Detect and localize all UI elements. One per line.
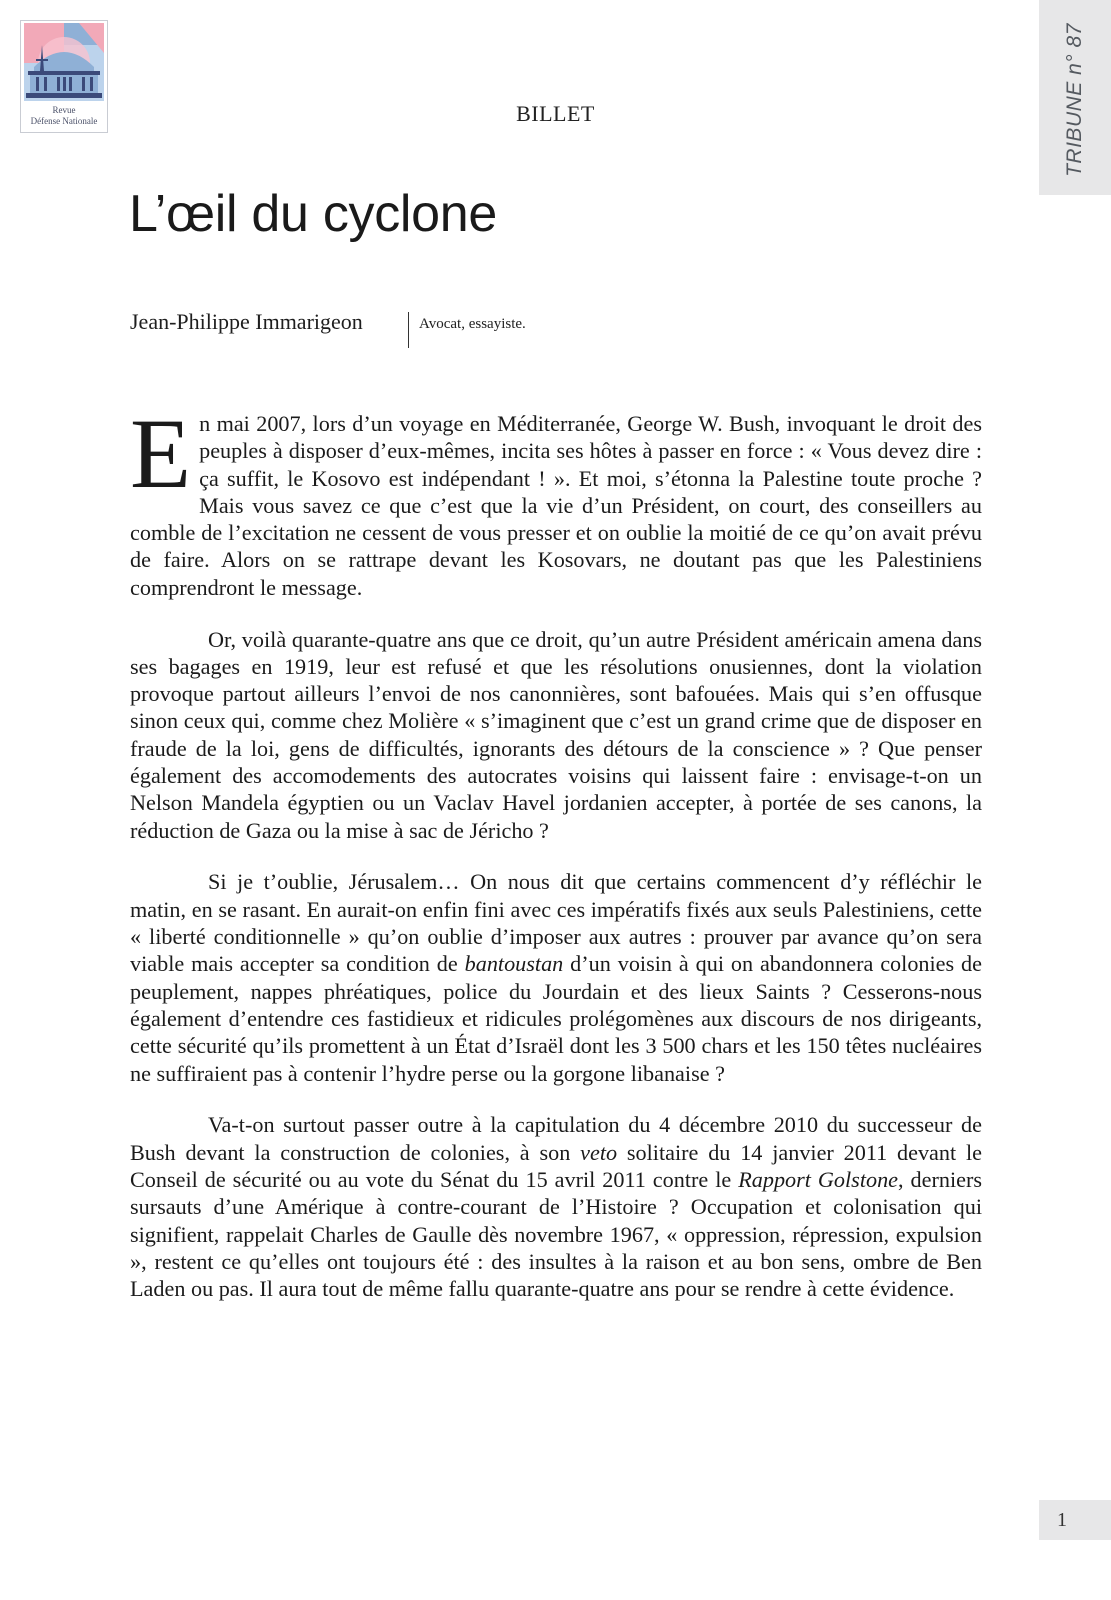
italic-term: bantoustan	[464, 951, 564, 977]
paragraph-4	[130, 1111, 982, 1302]
tribune-label: TRIBUNE n° 87	[1063, 23, 1086, 177]
page-number-tab	[1039, 1500, 1111, 1540]
paragraph-3-text-a: Si je t’oublie, Jérusalem… On nous dit que certains commencent d’y réfléchir le matin, en se rasant. En aurait-on enfin fini avec ces impératifs fixés aux seuls Palestiniens, cette « liberté conditionnelle » qu’on oublie d’imposer aux autres : prouver par avance qu’on sera viable mais accepter sa condition de	[130, 869, 982, 977]
author-divider	[408, 312, 409, 348]
italic-veto: veto	[580, 1139, 618, 1165]
paragraph-4-text-a: Va-t-on surtout passer outre à la capitulation du 4 décembre 2010 du successeur de Bush devant la construction de colonies, à son	[130, 1112, 982, 1165]
paragraph-4-text-c: , derniers sursauts d’une Amérique à contre-courant de l’Histoire ? Occupation et colonisation qui signifient, rappelait Charles de Gaulle dès novembre 1967, « oppression, répression, expulsion », restent ce qu’elles ont toujours été : des insultes à la raison et au bon sens, ombre de Ben Laden ou pas. Il aura tout de même fallu quarante-quatre ans pour se rendre à cette évidence.	[130, 1166, 983, 1302]
paragraph-3-text-b: d’un voisin à qui on abandonnera colonies de peuplement, nappes phréatiques, police du Jourdain et des lieux Saints ? Cesserons-nous également d’entendre ces fastidieux et ridicules prolégomènes aux discours de nos dirigeants, cette sécurité qu’ils promettent à un État d’Israël dont les 3 500 chars et les 150 têtes nucléaires ne suffiraient pas à contenir l’hydre perse ou la gorgone libanaise ?	[130, 951, 982, 1086]
section-label: BILLET	[516, 101, 595, 126]
page-number: 1	[1057, 1509, 1067, 1531]
author-role: Avocat, essayiste.	[419, 316, 526, 332]
logo-line1: Revue	[52, 105, 76, 115]
drop-cap: E	[130, 398, 192, 509]
article-title: L’œil du cyclone	[129, 185, 498, 243]
author-name: Jean-Philippe Immarigeon	[130, 309, 363, 334]
logo-line2: Défense Nationale	[30, 116, 98, 126]
paragraph-3	[130, 868, 982, 1086]
tribune-tab	[1039, 0, 1111, 195]
paragraph-2: Or, voilà quarante-quatre ans que ce droit, qu’un autre Président américain amena dans ses bagages en 1919, leur est refusé et que les résolutions onusiennes, dont la violation provoque partout ailleurs l’envoi de nos canonnières, sont bafouées. Mais qui s’en offusque sinon ceux qui, comme chez Molière « s’imaginent que c’est un grand crime que de disposer en fraude de la loi, gens de difficultés, ignorants des détours de la conscience » ? Que penser également des accomodements des autocrates voisins qui laissent faire : envisage-t-on un Nelson Mandela égyptien ou un Vaclav Havel jordanien accepter, à portée de ses canons, la réduction de Gaza ou la mise à sac de Jéricho ?	[130, 626, 982, 843]
italic-report: Rapport Golstone	[738, 1166, 899, 1192]
paragraph-1-text: n mai 2007, lors d’un voyage en Méditerranée, George W. Bush, invoquant le droit des peuples à disposer d’eux-mêmes, incita ses hôtes à passer en force : « Vous devez dire : ça suffit, le Kosovo est indépendant ! ». Et moi, s’étonna la Palestine toute proche ? Mais vous savez ce que c’est que la vie d’un Président, on court, des conseillers au comble de l’excitation ne cessent de vous presser et on oublie la moitié de ce qu’on avait prévu de faire. Alors on se rattrape devant les Kosovars, ne doutant pas que les Palestiniens comprendront le message.	[130, 411, 982, 600]
paragraph-1	[130, 398, 982, 601]
paragraph-4-text-b: solitaire du 14 janvier 2011 devant le Conseil de sécurité ou au vote du Sénat du 15 avril 2011 contre le	[130, 1139, 982, 1192]
logo-emblem-icon	[24, 23, 104, 103]
article-body	[130, 398, 983, 1327]
